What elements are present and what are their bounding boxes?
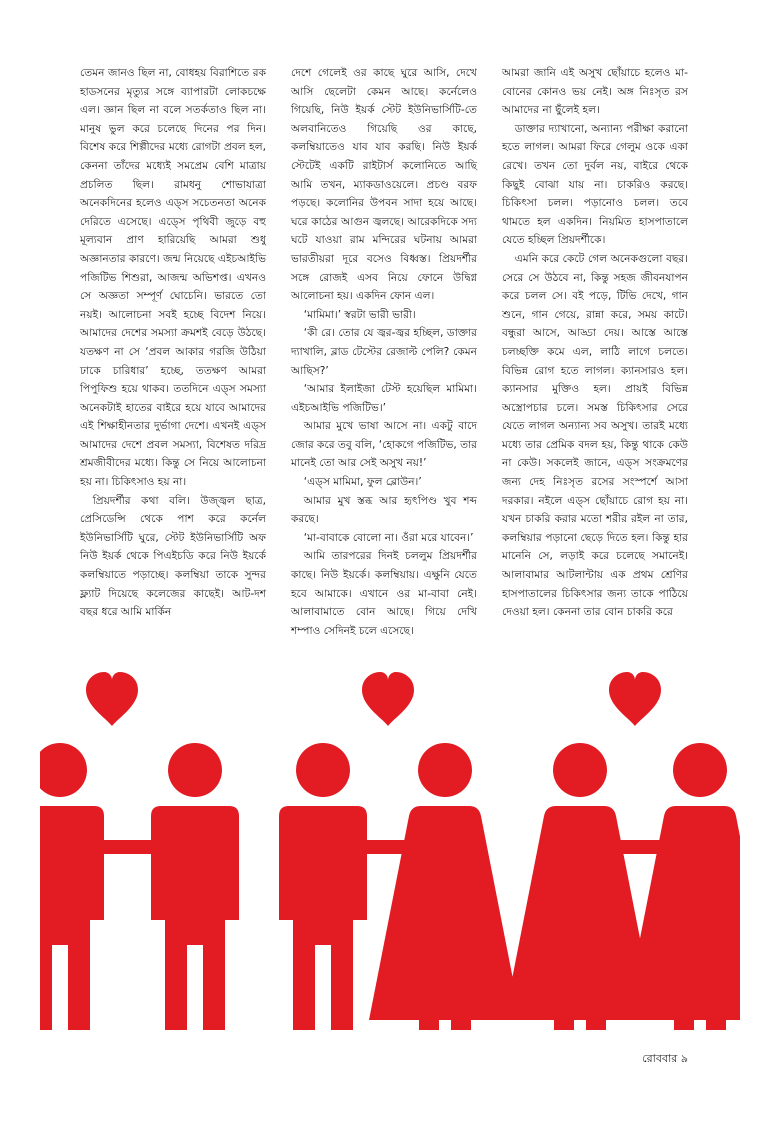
paragraph: ‘কী রে। তোর যে জ্বর-জ্বর হচ্ছিল, ডাক্তার দ্যাখালি, ব্লাড টেস্টের রেজাল্ট পেলি? কেমন আছিস?’ — [291, 327, 477, 377]
heart-icon — [86, 672, 138, 726]
paragraph: ডাক্তার দ্যাখানো, অন্যান্য পরীক্ষা করানো হতে লাগল। আমরা ফিরে গেলুম ওকে একা রেখে। তখন তো দুর্বল নয়, বাইরে থেকে কিছুই বোঝা যায় না। চাকরিও করছে। চিকিৎসা চলল। পড়ানোও চলল। তবে থামতে হল একদিন। নিয়মিত হাসপাতালে যেতে হচ্ছিল প্রিয়দর্শীকে। — [502, 122, 688, 247]
paragraph: এমনি করে কেটে গেল অনেকগুলো বছর। সেরে সে উঠবে না, কিন্তু সহজ জীবনযাপন করে চলল সে। বই পড়ে, টিভি দেখে, গান শুনে, গান গেয়ে, রান্না করে, সময় কাটে। বন্ধুরা আসে, আড্ডা দেয়। আস্তে আস্তে চলচ্ছক্তি কমে এল, লাঠি লাগে চলতে। বিভিন্ন রোগ হতে লাগল। ক্যানসারও হল। ক্যানসার মুক্তিও হল। প্রায়ই বিভিন্ন অস্ত্রোপচার চলে। সমস্ত চিকিৎসার সেরে যেতে লাগল অন্যান্য সব অসুখ। তারই মধ্যে মধ্যে তার প্রেমিক বদল হয়, কিন্তু থাকে কেউ না কেউ। সকলেই জানে, এড্স সংক্রমণের জন্য দেহ নিঃসৃত রসের সংস্পর্শে আসা দরকার। নইলে এড্স ছোঁয়াচে রোগ হয় না। যখন চাকরি করার মতো শরীর রইল না তার, কলম্বিয়ার পড়ানো ছেড়ে দিতে হল। কিন্তু হার মানেনি সে, লড়াই করে চলেছে সমানেই। আলাবামার আটলান্টায় এক প্রথম শ্রেণির হাসপাতালের চিকিৎসার জন্য তাকে পাঠিয়ে দেওয়া হল। কেননা তার বোন চাকরি করে — [502, 252, 688, 619]
couples-illustration — [40, 660, 740, 1030]
man-figure-icon — [151, 743, 239, 1030]
paragraph: ‘এড্স মামিমা, ফুল ব্লোউন।’ — [303, 476, 422, 489]
held-hands — [104, 840, 152, 854]
paragraph: আমি তারপরের দিনই চললুম প্রিয়দর্শীর কাছে। নিউ ইয়র্কে। কলম্বিয়ায়। এক্ষুনি যেতে হবে আমাকে। এখানে ওর মা-বাবা নেই। আলাবামাতে বোন আছে। গিয়ে দেখি শম্পাও সেদিনই চলে এসেছে। — [291, 550, 477, 637]
paragraph: দেশে গেলেই ওর কাছে ঘুরে আসি, দেখে আসি ছেলেটা কেমন আছে। কর্নেলেও গিয়েছি, নিউ ইয়র্ক স্টেট ইউনিভার্সিটি-তে অলবানিতেও গিয়েছি ওর কাছে, কলম্বিয়াতেও যাব যাব করছি। নিউ ইয়র্ক স্টেটেই একটি রাইটার্স কলোনিতে আছি আমি তখন, ম্যাকডাওয়েলে। প্রচণ্ড বরফ পড়ছে। কলোনির উপবন সাদা হয়ে আছে। ঘরে কাঠের আগুন জ্বলছে। আরেকদিকে সদ্য ঘটে যাওয়া রাম মন্দিরের ঘটনায় আমরা ভারতীয়রা দূরে বসেও বিধ্বস্ত। প্রিয়দর্শীর সঙ্গে রোজই এসব নিয়ে ফোনে উদ্বিগ্ন আলোচনা হয়। একদিন ফোন এল। — [291, 67, 477, 303]
paragraph: আমার মুখ স্তব্ধ আর হৃৎপিণ্ড খুব শব্দ করছে। — [291, 494, 477, 526]
paragraph: প্রিয়দর্শীর কথা বলি। উজ্জ্বল ছাত্র, প্রেসিডেন্সি থেকে পাশ করে কর্নেল ইউনিভার্সিটি ঘুরে, স্টেট ইউনিভার্সিটি অফ নিউ ইয়র্ক থেকে পিএইচডি করে নিউ ইয়র্কে কলম্বিয়াতে পড়াচ্ছে। কলম্বিয়া তাকে সুন্দর ফ্ল্যাট দিয়েছে কলেজের কাছেই। আট-দশ বছর ধরে আমি মার্কিন — [80, 494, 266, 619]
page-folio: রোববার ৯ — [642, 1052, 688, 1065]
paragraph: ‘মামিমা।’ স্বরটা ভারী ভারী। — [303, 308, 416, 321]
paragraph: আমার মুখে ভাষা আসে না। একটু বাদে জোর করে তবু বলি, ‘হোকগে পজিটিভ, তার মানেই তো আর সেই অসুখ নয়!’ — [291, 420, 477, 470]
heart-icon — [362, 672, 414, 726]
woman-figure-icon — [624, 743, 740, 1030]
heart-icon — [609, 672, 661, 726]
text-column-1 — [80, 64, 266, 640]
paragraph: ‘মা-বাবাকে বোলো না। ওঁরা মরে যাবেন।’ — [303, 531, 474, 544]
article-body — [80, 64, 688, 640]
paragraph: তেমন জানও ছিল না, বোধহয় বিরাশিতে রক হাডসনের মৃত্যুর সঙ্গে ব্যাপারটা লোকচক্ষে এল। জ্ঞান ছিল না বলে সতর্কতাও ছিল না। মানুষ ভুল করে চলেছে দিনের পর দিন। বিশেষ করে শিল্পীদের মধ্যে রোগটা প্রবল হল, কেননা তাঁদের মধ্যেই সমপ্রেম বেশি মাত্রায় প্রচলিত ছিল। রামধনু শোভাযাত্রা অনেকদিনের হলেও এড্স সচেতনতা অনেক দেরিতে এসেছে। এড্সে পৃথিবী জুড়ে বহু মূল্যবান প্রাণ হারিয়েছি আমরা শুধু অজ্ঞানতার কারণে। জন্ম নিয়েছে এইচআইভি পজিটিভ শিশুরা, আজন্ম অভিশপ্ত। এখনও সে অজ্ঞতা সম্পূর্ণ ঘোচেনি। ভারতে তো নয়ই। আলোচনা সবই হচ্ছে বিদেশ নিয়ে। আমাদের দেশের সমস্যা ক্রমশই বেড়ে উঠছে। যতক্ষণ না সে ‘প্রবল আকার গরজি উঠিয়া ঢাকে চারিধার’ হচ্ছে, ততক্ষণ আমরা পিপুফিশু হয়ে থাকব। ততদিনে এড্স সমস্যা অনেকটাই হাতের বাইরে হয়ে যাবে আমাদের এই শিক্ষাহীনতার দুর্ভাগা দেশে। এখনই এড্স আমাদের দেশে প্রবল সমস্যা, বিশেষত দরিদ্র শ্রমজীবীদের মধ্যে। কিন্তু সে নিয়ে আলোচনা হয় না। চিকিৎসাও হয় না। — [80, 67, 266, 489]
man-figure-icon — [40, 743, 104, 1030]
text-column-2 — [291, 64, 477, 640]
man-figure-icon — [279, 743, 367, 1030]
woman-figure-icon — [369, 743, 521, 1030]
text-column-3 — [502, 64, 688, 640]
paragraph: আমরা জানি এই অসুখ ছোঁয়াচে হলেও মা-বোনের কোনও ভয় নেই। অঙ্গ নিঃসৃত রস আমাদের না ছুঁলেই হল। — [502, 67, 688, 117]
held-hands — [367, 840, 407, 854]
paragraph: ‘আমার ইলাইজা টেস্ট হয়েছিল মামিমা। এইচআইভি পজিটিভ।’ — [291, 383, 477, 414]
